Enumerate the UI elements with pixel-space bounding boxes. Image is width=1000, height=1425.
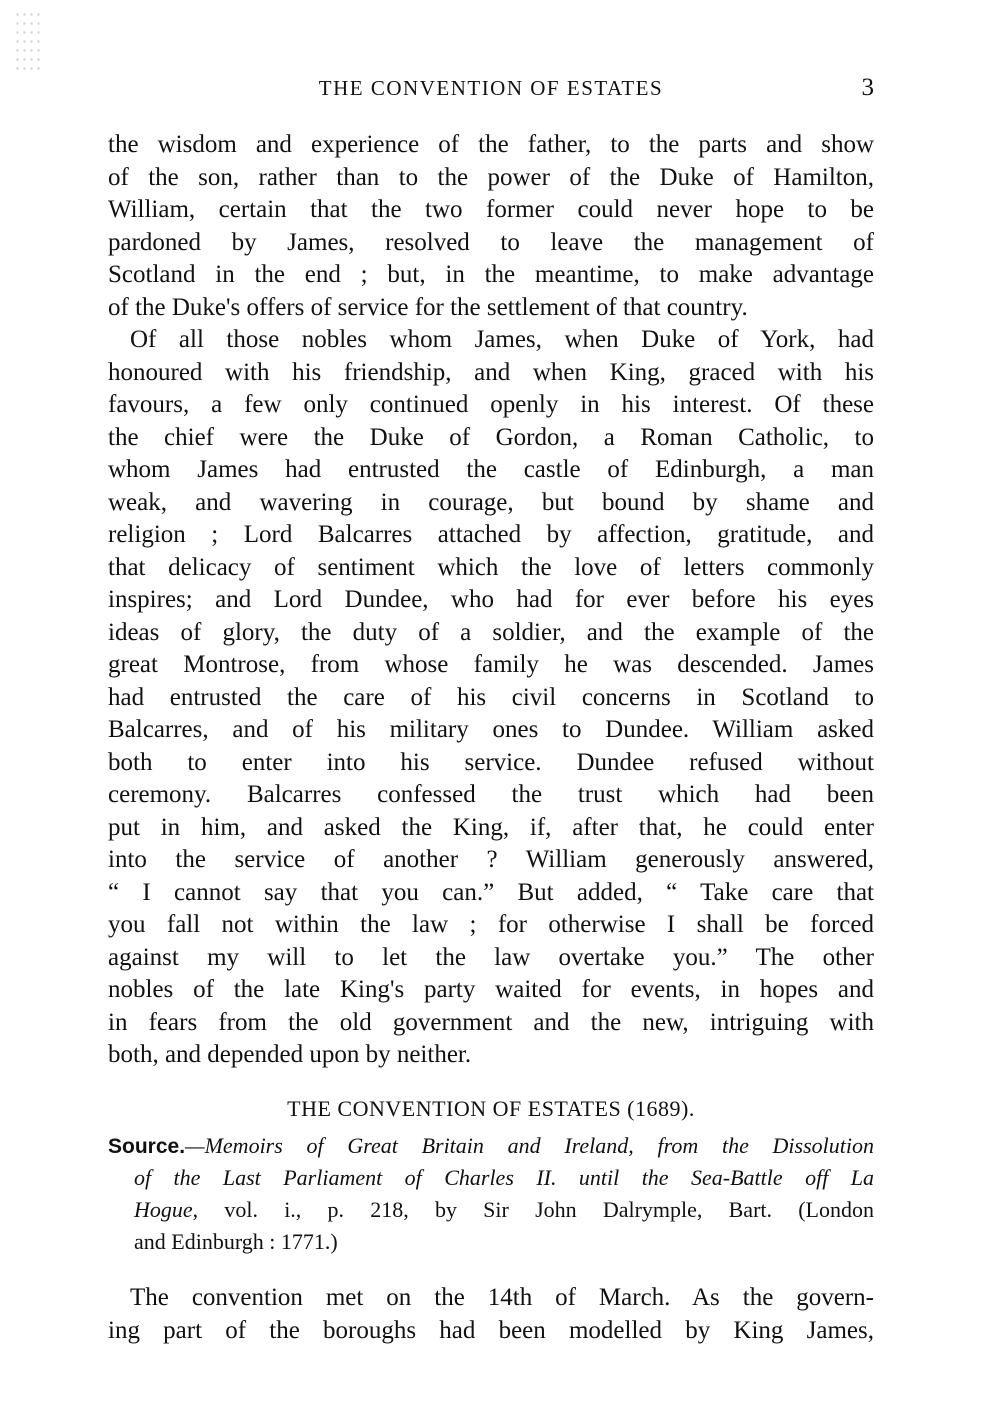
text-line: of the Duke's offers of service for the settlement of that country. (108, 293, 748, 321)
text-line: against my will to let the law overtake you.” The other (108, 943, 874, 971)
section-heading: THE CONVENTION OF ESTATES (1689). (287, 1096, 695, 1121)
source-label: Source. (108, 1135, 186, 1158)
text-line: The convention met on the 14th of March. As the govern- (130, 1284, 874, 1311)
source-title-end: Hogue (134, 1197, 193, 1222)
source-citation (108, 1130, 874, 1258)
text-line: inspires; and Lord Dundee, who had for ever before his eyes (108, 586, 874, 613)
text-line: in fears from the old government and the new, intriguing with (108, 1008, 874, 1036)
text-line: pardoned by James, resolved to leave the management of (108, 228, 874, 256)
text-line: both to enter into his service. Dundee refused without (108, 748, 874, 776)
text-line: Of all those nobles whom James, when Duke of York, had (130, 326, 874, 353)
text-line: religion ; Lord Balcarres attached by affection, gratitude, and (108, 521, 874, 548)
text-line: ceremony. Balcarres confessed the trust which had been (108, 781, 874, 808)
text-line: ing part of the boroughs had been modelled by King James, (108, 1316, 874, 1344)
source-title: Memoirs of Great Britain and Ireland, from the Dissolution (204, 1133, 874, 1158)
text-line: William, certain that the two former could never hope to be (108, 196, 874, 223)
text-line: of the son, rather than to the power of the Duke of Hamilton, (108, 163, 874, 191)
source-line (108, 1194, 874, 1226)
text-line: the chief were the Duke of Gordon, a Roman Catholic, to (108, 423, 874, 451)
source-line (108, 1226, 874, 1258)
body-text (108, 129, 874, 1072)
text-line: you fall not within the law ; for otherwise I shall be forced (108, 911, 874, 938)
text-line: honoured with his friendship, and when King, graced with his (108, 358, 874, 386)
text-line: favours, a few only continued openly in his interest. Of these (108, 391, 874, 418)
text-line: weak, and wavering in courage, but bound by shame and (108, 488, 874, 516)
text-line: the wisdom and experience of the father, to the parts and show (108, 131, 874, 158)
source-details: , vol. i., p. 218, by Sir John Dalrymple, Bart. (London (192, 1197, 874, 1222)
body-text-continued (108, 1282, 874, 1347)
source-line (108, 1162, 874, 1194)
text-line: great Montrose, from whose family he was descended. James (108, 651, 874, 678)
scan-specks (14, 10, 44, 70)
text-line: ideas of glory, the duty of a soldier, and the example of the (108, 618, 874, 646)
text-line: nobles of the late King's party waited for events, in hopes and (108, 976, 874, 1003)
text-line: put in him, and asked the King, if, after that, he could enter (108, 813, 874, 841)
source-imprint: and Edinburgh : 1771.) (134, 1229, 338, 1254)
page-number: 3 (861, 74, 874, 101)
text-line: Balcarres, and of his military ones to Dundee. William asked (108, 716, 874, 743)
source-dash: — (185, 1133, 205, 1158)
text-line: whom James had entrusted the castle of Edinburgh, a man (108, 456, 874, 483)
running-head (108, 72, 874, 106)
text-line: Scotland in the end ; but, in the meantime, to make advantage (108, 261, 874, 288)
text-line: into the service of another ? William generously answered, (108, 846, 874, 873)
text-line: both, and depended upon by neither. (108, 1041, 472, 1068)
text-line: “ I cannot say that you can.” But added, “ Take care that (108, 878, 874, 906)
source-title-cont: of the Last Parliament of Charles II. until the Sea-Battle off La (134, 1165, 874, 1190)
source-line (108, 1130, 874, 1162)
text-line: had entrusted the care of his civil concerns in Scotland to (108, 683, 874, 711)
text-line: that delicacy of sentiment which the love of letters commonly (108, 553, 874, 581)
running-head-title: THE CONVENTION OF ESTATES (318, 76, 664, 100)
